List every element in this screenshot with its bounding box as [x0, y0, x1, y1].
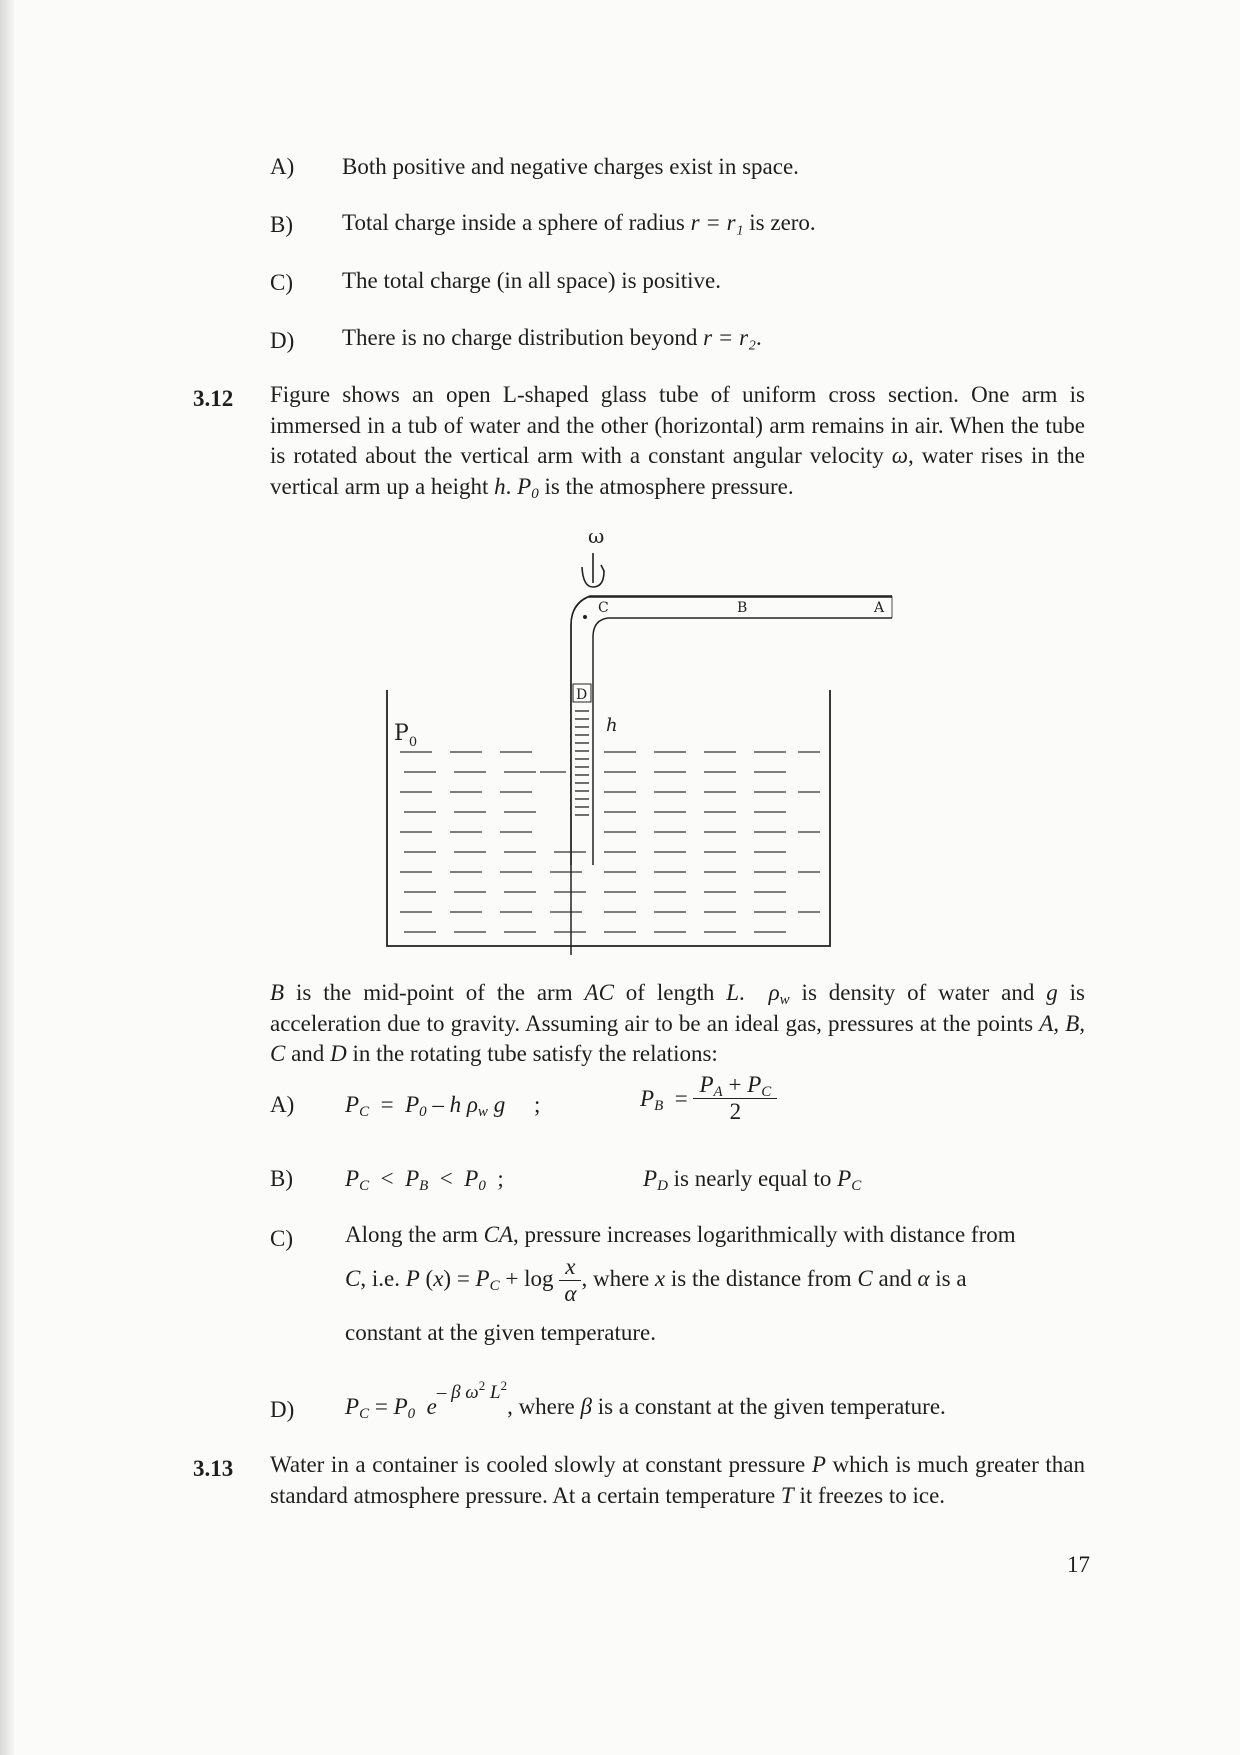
q312-option-label-c: C) — [270, 1226, 293, 1251]
rotation-arrow-icon — [582, 553, 604, 587]
question-312-conditions: B is the mid-point of the arm AC of length L. $\rho_w$ is density of water and g is acceleration due to gravity. Assuming air to be an ideal gas, pressures at the points A, B, C and D in the rotating tube satisfy the relations: — [270, 980, 1086, 1066]
point-a-label: A — [874, 600, 885, 616]
point-c-label: C — [598, 600, 609, 616]
question-313-stem: Water in a container is cooled slowly at constant pressure P which is much greater than standard atmosphere pressure. At a certain temperature T it freezes to ice. — [270, 1452, 1085, 1508]
height-label: h — [606, 715, 618, 736]
page-number: 17 — [1067, 1552, 1090, 1577]
question-number-312: 3.12 — [193, 386, 234, 411]
option-text-d: There is no charge distribution beyond r = r₂. — [342, 325, 762, 350]
option-label-b: B) — [270, 212, 293, 237]
option-text-c: The total charge (in all space) is positive. — [342, 268, 721, 293]
q312-option-label-b: B) — [270, 1166, 293, 1191]
omega-label: ω — [588, 525, 605, 548]
q312-option-b-eq: $P_C < P_B < P_0$ ; — [345, 1166, 504, 1194]
question-312-stem: Figure shows an open L-shaped glass tube of uniform cross section. One arm is immersed in a tub of water and the other (horizontal) arm remains in air. When the tube is rotated about the vertical arm with a constant angular velocity ω, water rises in the vertical arm up a height h. $P_0$ is the atmosphere pressure. — [270, 382, 1085, 502]
l-tube-figure — [380, 525, 900, 955]
p0-label: $P_0$ — [394, 721, 418, 750]
q312-option-c-line1: Along the arm CA, pressure increases logarithmically with distance from — [345, 1222, 1016, 1247]
q312-option-a-eq2: $P_B$ = $\frac{P_A + P_C}{2}$ — [640, 1072, 777, 1125]
q312-option-label-a: A) — [270, 1092, 295, 1117]
question-number-313: 3.13 — [193, 1456, 234, 1481]
option-label-d: D) — [270, 328, 295, 353]
q312-option-c-line2: C, i.e. P $(x) = P_C + \log$ $\frac{x}{\alpha}$ , where x is the distance from C and α is a — [345, 1254, 967, 1306]
scan-edge — [0, 0, 14, 1755]
option-text-a: Both positive and negative charges exist in space. — [342, 154, 799, 179]
q312-option-b-text: $P_D$ is nearly equal to $P_C$ — [643, 1166, 862, 1194]
option-label-a: A) — [270, 154, 295, 179]
option-label-c: C) — [270, 270, 293, 295]
q312-option-label-d: D) — [270, 1397, 295, 1422]
q312-option-a-eq1: $P_C = P_0 - h$ $\rho_w$ g ; — [345, 1092, 541, 1120]
point-b-label: B — [737, 600, 748, 616]
q312-option-d-eq: $P_C = P_0$ $e^{- \beta \omega^2 L^2}$, where β is a constant at the given temperature. — [345, 1378, 946, 1422]
option-text-b: Total charge inside a sphere of radius r = r₁ is zero. — [342, 210, 816, 235]
point-d-label: D — [576, 687, 588, 703]
q312-option-c-line3: constant at the given temperature. — [345, 1320, 657, 1345]
